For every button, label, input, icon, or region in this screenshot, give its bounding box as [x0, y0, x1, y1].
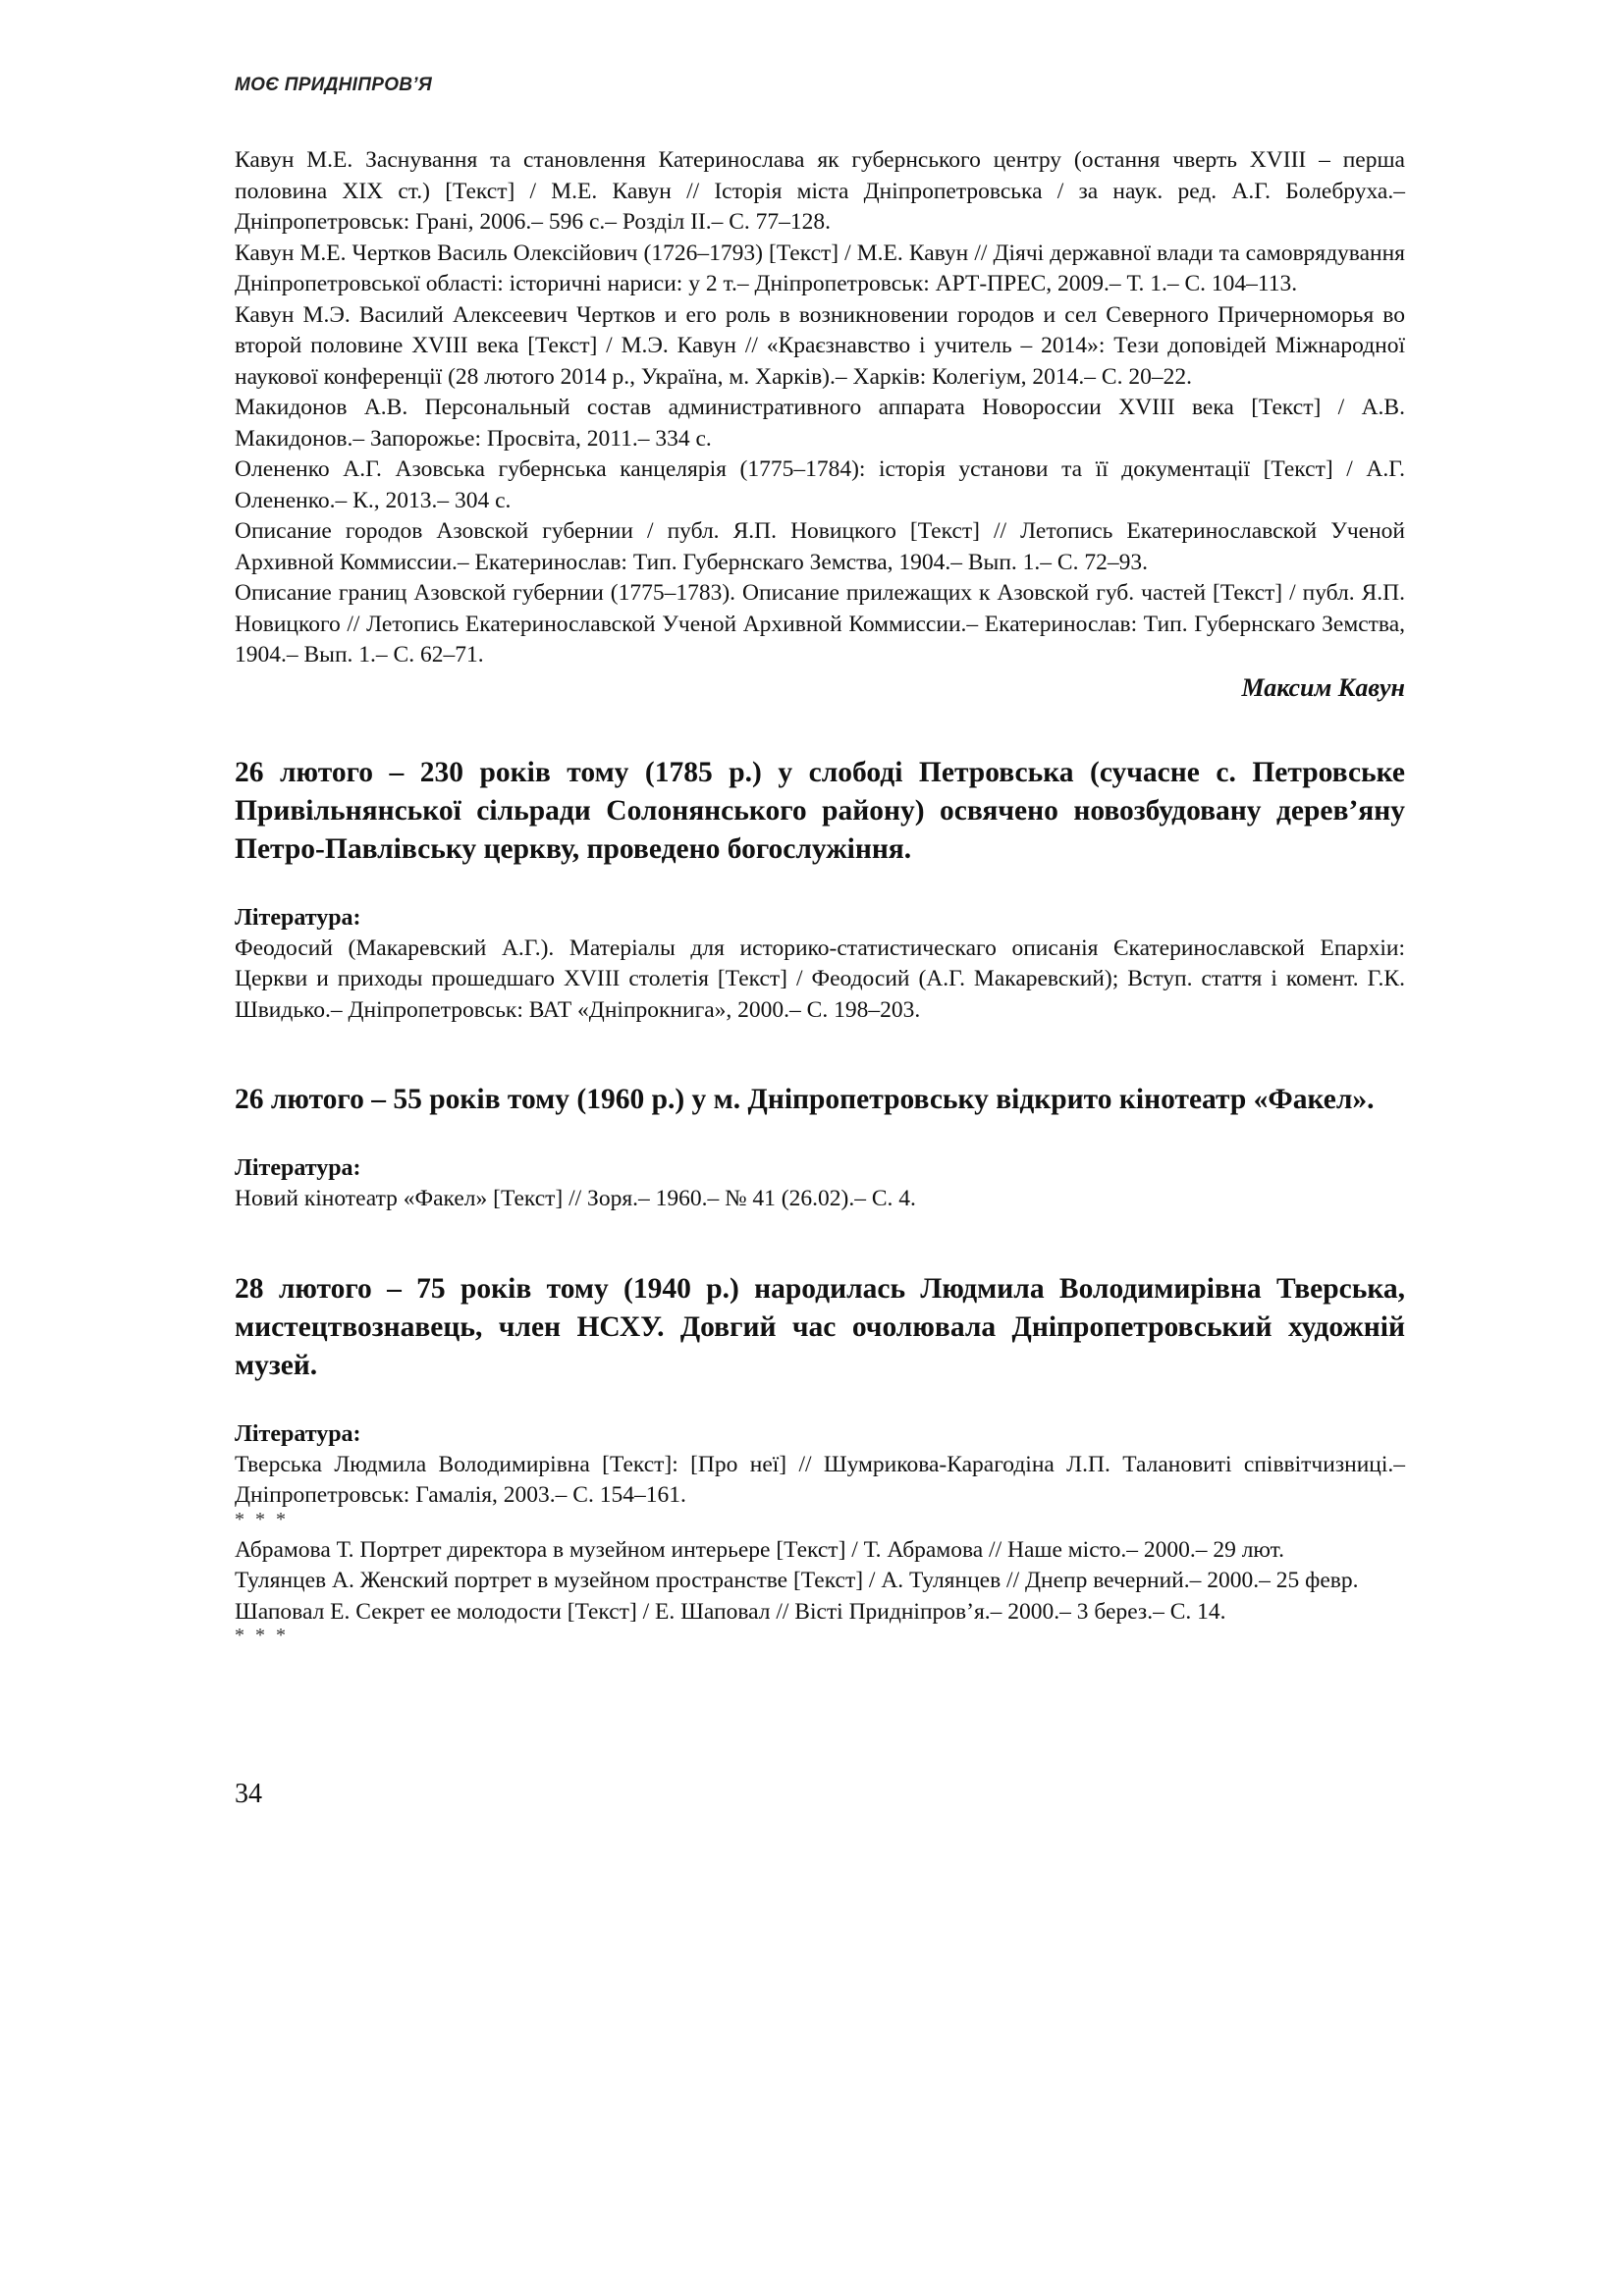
reference-item: Олененко А.Г. Азовська губернська канцелярія (1775–1784): історія установи та її документації [Текст] / А.Г. Олененко.– К., 2013.– 304 с. [235, 456, 1405, 513]
reference-item: Тверська Людмила Володимирівна [Текст]: [Про неї] // Шумрикова-Карагодіна Л.П. Талановиті співвітчизниці.– Дніпропетровськ: Гамалія, 2003.– С. 154–161. [235, 1451, 1405, 1508]
event-entry [235, 1270, 1405, 1644]
reference-list [235, 145, 1405, 671]
literature-heading: Література: [235, 1420, 361, 1447]
separator-stars: * * * [235, 1625, 289, 1646]
reference-item: Кавун М.Э. Василий Алексеевич Чертков и его роль в возникновении городов и сел Северного Причерноморья во второй половине XVIII века [Текст] / М.Э. Кавун // «Краєзнавство і учитель – 2014»: Тези доповідей Міжнародної наукової конференції (28 лютого 2014 р., Україна, м. Харків).– Харків: Колегіум, 2014.– С. 20–22. [235, 301, 1405, 390]
reference-item: Феодосий (Макаревский А.Г.). Матеріалы для историко-статистическаго описанія Єкатеринославской Епархіи: Церкви и приходы прошедшаго XVIII столетія [Текст] / Феодосий (А.Г. Макаревский); Вступ. стаття і комент. Г.К. Швидько.– Дніпропетровськ: ВАТ «Дніпрокнига», 2000.– С. 198–203. [235, 934, 1405, 1023]
reference-item: Шаповал Е. Секрет ее молодости [Текст] / Е. Шаповал // Вісті Придніпров’я.– 2000.– 3 берез.– С. 14. [235, 1598, 1226, 1625]
event-entry [235, 1081, 1405, 1215]
reference-item: Описание границ Азовской губернии (1775–1783). Описание прилежащих к Азовской губ. частей [Текст] / публ. Я.П. Новицкого // Летопись Екатеринославской Ученой Архивной Коммиссии.– Екатеринослав: Тип. Губернскаго Земства, 1904.– Вып. 1.– С. 62–71. [235, 580, 1405, 667]
literature-heading: Література: [235, 1155, 361, 1181]
event-title: 26 лютого – 55 років тому (1960 р.) у м. Дніпропетровську відкрито кінотеатр «Факел». [235, 1084, 1375, 1115]
event-title: 26 лютого – 230 років тому (1785 р.) у слободі Петровська (сучасне с. Петровське Привільнянської сільради Солонянського району) освячено новозбудовану дерев’яну Петро-Павлівську церкву, проведено богослужіння. [235, 756, 1405, 865]
separator-stars: * * * [235, 1508, 289, 1530]
author-signature: Максим Кавун [1241, 672, 1405, 702]
reference-item: Кавун М.Е. Заснування та становлення Катеринослава як губернського центру (остання чверть XVIII – перша половина XIX ст.) [Текст] / М.Е. Кавун // Історія міста Дніпропетровська / за наук. ред. А.Г. Болебруха.– Дніпропетровськ: Грані, 2006.– 596 с.– Розділ II.– С. 77–128. [235, 147, 1405, 235]
reference-item: Абрамова Т. Портрет директора в музейном интерьере [Текст] / Т. Абрамова // Наше місто.– 2000.– 29 лют. [235, 1536, 1285, 1563]
page-number: 34 [235, 1779, 262, 1809]
reference-item: Тулянцев А. Женский портрет в музейном пространстве [Текст] / А. Тулянцев // Днепр вечерний.– 2000.– 25 февр. [235, 1568, 1359, 1593]
running-header: МОЄ ПРИДНІПРОВ’Я [235, 75, 433, 95]
literature-heading: Література: [235, 904, 361, 931]
reference-item: Описание городов Азовской губернии / публ. Я.П. Новицкого [Текст] // Летопись Екатеринославской Ученой Архивной Коммиссии.– Екатеринослав: Тип. Губернскаго Земства, 1904.– Вып. 1.– С. 72–93. [235, 518, 1405, 575]
reference-item: Новий кінотеатр «Факел» [Текст] // Зоря.– 1960.– № 41 (26.02).– С. 4. [235, 1186, 916, 1211]
reference-item: Кавун М.Е. Чертков Василь Олексійович (1726–1793) [Текст] / М.Е. Кавун // Діячі державної влади та самоврядування Дніпропетровської області: історичні нариси: у 2 т.– Дніпропетровськ: АРТ-ПРЕС, 2009.– Т. 1.– С. 104–113. [235, 240, 1405, 296]
page-content [235, 145, 1405, 1651]
event-title: 28 лютого – 75 років тому (1940 р.) народилась Людмила Володимирівна Тверська, мистецтвознавець, член НСХУ. Довгий час очолювала Дніпропетровський художній музей. [235, 1272, 1405, 1381]
event-entry [235, 754, 1405, 1027]
reference-item: Макидонов А.В. Персональный состав административного аппарата Новороссии XVIII века [Текст] / А.В. Макидонов.– Запорожье: Просвіта, 2011.– 334 с. [235, 395, 1405, 452]
